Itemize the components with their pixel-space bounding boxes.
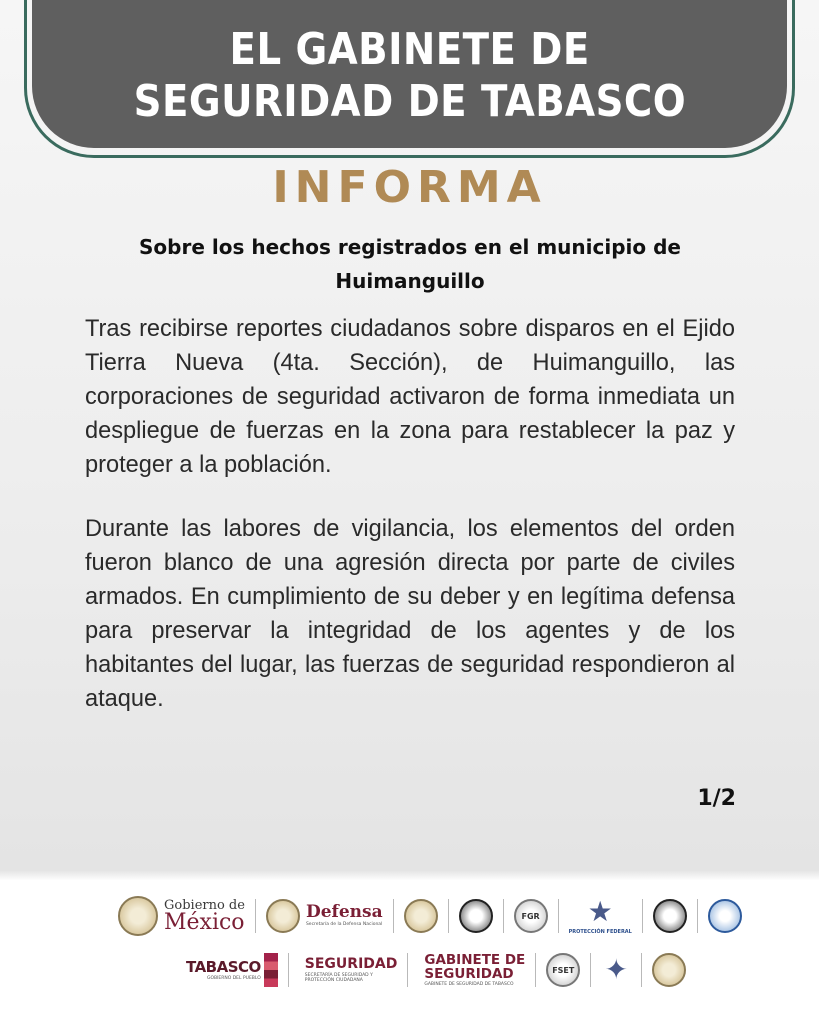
gobierno-mexico-big: México	[164, 909, 245, 935]
proteccion-federal-logo	[569, 897, 632, 935]
header-title-line1: EL GABINETE DE	[229, 24, 590, 75]
gabinete-logo	[424, 953, 525, 988]
tabasco-mark-icon	[264, 953, 278, 987]
gobierno-mexico-logo	[164, 899, 245, 934]
fset-seal-icon	[546, 953, 580, 987]
divider	[641, 953, 642, 987]
headline-line2: Huimanguillo	[335, 269, 485, 293]
sspc-seal-icon	[653, 899, 687, 933]
guardia-nacional-seal-icon	[459, 899, 493, 933]
divider	[288, 953, 289, 987]
divider	[503, 899, 504, 933]
fset-label: FSET	[552, 965, 575, 975]
defensa-eagle-icon	[266, 899, 300, 933]
police-star-icon: ✦	[604, 953, 629, 987]
fgr-label: FGR	[521, 911, 540, 921]
body-paragraph-2: Durante las labores de vigilancia, los elementos del orden fueron blanco de una agresión directa por parte de civiles armados. En cumplimiento de su deber y en legítima defensa para preservar la integridad de los agentes y de los habitantes del lugar, las fuerzas de seguridad respondieron al ataque.	[85, 516, 735, 712]
divider	[255, 899, 256, 933]
seguridad-main: SEGURIDAD	[304, 956, 398, 973]
divider	[697, 899, 698, 933]
tabasco-main: TABASCO	[186, 957, 261, 976]
headline-line1: Sobre los hechos registrados en el municipio de	[139, 235, 681, 259]
fgr-seal-icon	[514, 899, 548, 933]
tabasco-sub: GOBIERNO DEL PUEBLO	[206, 975, 261, 981]
header-banner	[32, 0, 787, 148]
defensa-logo	[306, 904, 383, 928]
footer-logo-row-1	[118, 896, 742, 936]
divider	[407, 953, 408, 987]
divider	[590, 953, 591, 987]
gabinete-sub: GABINETE DE SEGURIDAD DE TABASCO	[424, 982, 514, 988]
gabinete-main-2: SEGURIDAD	[424, 966, 514, 983]
seguridad-sub: SECRETARÍA DE SEGURIDAD Y PROTECCIÓN CIUDADANA	[304, 973, 373, 984]
body-paragraph-1: Tras recibirse reportes ciudadanos sobre disparos en el Ejido Tierra Nueva (4ta. Sección), de Huimanguillo, las corporaciones de seguridad activaron de forma inmediata un despliegue de fuerzas en la zona para restablecer la paz y proteger a la población.	[85, 316, 735, 478]
header-title-line2: SEGURIDAD DE TABASCO	[133, 76, 686, 127]
kicker-informa: INFORMA	[272, 162, 547, 213]
footer-logo-row-2	[180, 953, 686, 988]
proteccion-federal-label: PROTECCIÓN FEDERAL	[568, 929, 632, 935]
headline	[60, 230, 760, 298]
divider	[558, 899, 559, 933]
divider	[535, 953, 536, 987]
state-seal-icon	[708, 899, 742, 933]
divider	[642, 899, 643, 933]
gabinete-main-1: GABINETE DE	[424, 952, 526, 968]
defensa-main: Defensa	[305, 902, 383, 923]
gobierno-mexico-small: Gobierno de	[164, 897, 245, 913]
divider	[393, 899, 394, 933]
state-police-seal-icon	[652, 953, 686, 987]
page-indicator: 1/2	[697, 786, 736, 811]
proteccion-federal-star-icon: ★	[587, 895, 613, 928]
tabasco-logo	[186, 957, 261, 982]
divider	[448, 899, 449, 933]
marina-seal-icon	[404, 899, 438, 933]
seguridad-logo	[305, 957, 398, 984]
defensa-sub: Secretaría de la Defensa Nacional	[305, 922, 383, 928]
mexico-eagle-seal-icon	[118, 896, 158, 936]
